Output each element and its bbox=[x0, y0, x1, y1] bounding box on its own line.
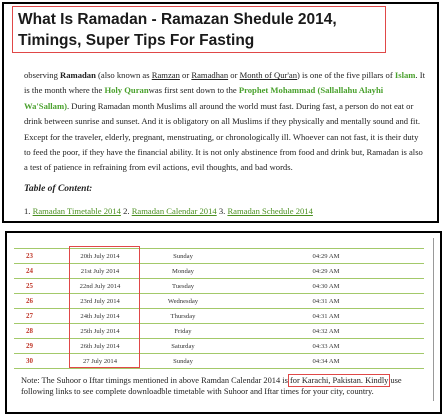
link-month-of-quran[interactable]: Month of Qur'an bbox=[239, 70, 298, 80]
page-title: What Is Ramadan - Ramazan Shedule 2014, Timings, Super Tips For Fasting bbox=[18, 11, 337, 49]
article-panel bbox=[2, 2, 439, 223]
text-sent-down: was first sent down to the bbox=[148, 85, 239, 96]
weekday-cell: Friday bbox=[138, 324, 228, 339]
day-number: 29 bbox=[14, 339, 62, 354]
toc-link-calendar[interactable]: Ramadan Calendar 2014 bbox=[131, 206, 217, 216]
time-cell: 04:31 AM bbox=[228, 294, 424, 309]
time-cell: 04:29 AM bbox=[228, 249, 424, 264]
note-city: for Karachi, Pakistan. bbox=[289, 376, 363, 385]
day-number: 25 bbox=[14, 279, 62, 294]
date-cell: 22nd July 2014 bbox=[62, 279, 138, 294]
date-cell: 21st July 2014 bbox=[62, 264, 138, 279]
time-cell: 04:29 AM bbox=[228, 264, 424, 279]
text-body: . During Ramadan month Muslims all around the world must fast. During fast, a person do not eat or drink between sunrise and sunset. And it is obligatory on all Muslims if they physically and mentally sound and fit. Except for the traveler, elderly, pregnant, menstruating, or chronologically ill. Whoever can not fast, it is their duty to feed the poor, if they have the financial ability. It is not only abstinence from food and drink but, Ramadan is also a test of patience in refraining from evil actions, evil thoughts, and bad words. bbox=[24, 100, 423, 173]
weekday-cell: Sunday bbox=[138, 249, 228, 264]
date-column-highlight-box bbox=[69, 246, 140, 368]
weekday-cell: Tuesday bbox=[138, 279, 228, 294]
weekday-cell: Sunday bbox=[138, 354, 228, 369]
text-or: or bbox=[228, 70, 240, 80]
time-cell: 04:30 AM bbox=[228, 279, 424, 294]
text-pillars: ) is one of the five pillars of bbox=[297, 70, 395, 80]
link-holy-quran[interactable]: Holy Quran bbox=[104, 85, 149, 96]
time-cell: 04:33 AM bbox=[228, 339, 424, 354]
toc-number: 2. bbox=[123, 206, 130, 216]
schedule-panel bbox=[5, 231, 442, 414]
time-cell: 04:31 AM bbox=[228, 309, 424, 324]
toc-number: 1. bbox=[24, 206, 31, 216]
date-cell: 23rd July 2014 bbox=[62, 294, 138, 309]
toc-heading: Table of Content: bbox=[24, 184, 93, 194]
day-number: 23 bbox=[14, 249, 62, 264]
text-or: or bbox=[179, 70, 192, 80]
weekday-cell: Thursday bbox=[138, 309, 228, 324]
link-prophet[interactable]: Prophet Mohammad (Sallallahu Alayhi Wa'Sallam) bbox=[24, 85, 384, 111]
weekday-cell: Wednesday bbox=[138, 294, 228, 309]
text-month: . It is the month where the bbox=[24, 70, 425, 96]
note-text-rest: Kindly use following links to see complete downloadble timetable with Suhoor and Iftar times for your city, country. bbox=[21, 376, 402, 397]
time-cell: 04:32 AM bbox=[228, 324, 424, 339]
link-islam[interactable]: Islam bbox=[394, 70, 416, 80]
date-cell: 20th July 2014 bbox=[62, 249, 138, 264]
toc-link-schedule[interactable]: Ramadan Schedule 2014 bbox=[227, 206, 313, 216]
link-ramadhan[interactable]: Ramadhan bbox=[191, 70, 229, 80]
day-number: 28 bbox=[14, 324, 62, 339]
weekday-cell: Monday bbox=[138, 264, 228, 279]
schedule-note bbox=[21, 375, 431, 398]
text-aka: (also known as bbox=[95, 70, 152, 80]
day-number: 30 bbox=[14, 354, 62, 369]
toc-number: 3. bbox=[218, 206, 226, 216]
day-number: 24 bbox=[14, 264, 62, 279]
note-text: Note: The Suhoor o Iftar timings mentioned in above Ramdan Calendar 2014 is bbox=[21, 376, 290, 385]
time-cell: 04:34 AM bbox=[228, 354, 424, 369]
article-body bbox=[24, 68, 427, 176]
text-intro: observing bbox=[24, 70, 61, 80]
date-cell: 27 July 2014 bbox=[62, 354, 138, 369]
weekday-cell: Saturday bbox=[138, 339, 228, 354]
date-cell: 24th July 2014 bbox=[62, 309, 138, 324]
day-number: 26 bbox=[14, 294, 62, 309]
date-cell: 26th July 2014 bbox=[62, 339, 138, 354]
term-ramadan: Ramadan bbox=[60, 70, 96, 80]
toc-link-timetable[interactable]: Ramadan Timetable 2014 bbox=[32, 206, 121, 216]
table-of-contents bbox=[24, 206, 313, 216]
day-number: 27 bbox=[14, 309, 62, 324]
link-ramzan[interactable]: Ramzan bbox=[151, 70, 180, 80]
date-cell: 25th July 2014 bbox=[62, 324, 138, 339]
